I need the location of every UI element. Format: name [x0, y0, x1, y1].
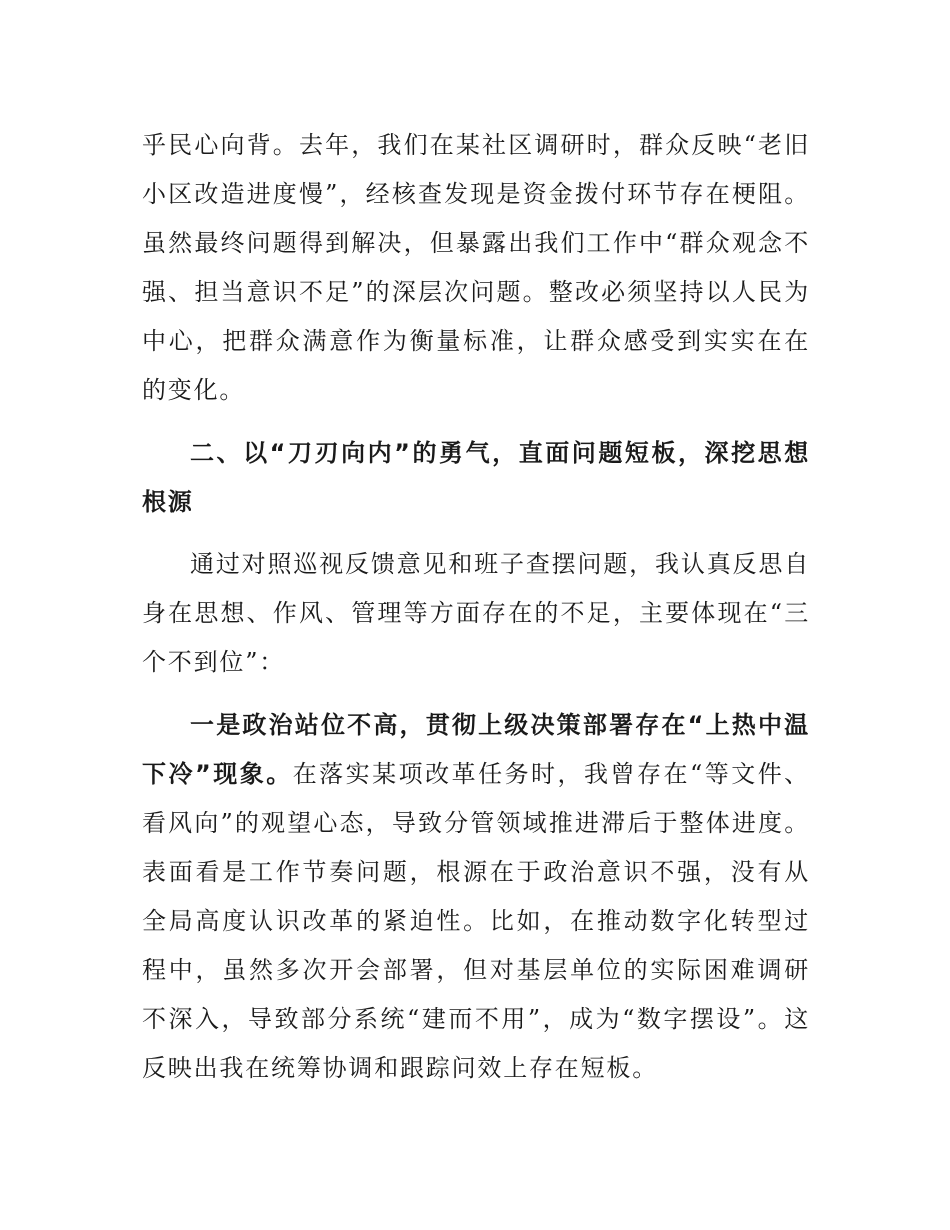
paragraph-point-one	[142, 701, 810, 1093]
paragraph-intro: 通过对照巡视反馈意见和班子查摆问题，我认真反思自身在思想、作风、管理等方面存在的不足，主要体现在“三个不到位”：	[142, 550, 810, 676]
point-one-lead: 一是政治站位不高，贯彻上级决策部署存在“上热中温下冷”现象。	[142, 711, 810, 788]
section-heading: 二、以“刀刃向内”的勇气，直面问题短板，深挖思想根源	[142, 439, 810, 516]
document-body	[142, 121, 810, 1093]
paragraph-continuation: 乎民心向背。去年，我们在某社区调研时，群众反映“老旧小区改造进度慢”，经核查发现是资金拨付环节存在梗阻。虽然最终问题得到解决，但暴露出我们工作中“群众观念不强、担当意识不足”的深层次问题。整改必须坚持以人民为中心，把群众满意作为衡量标准，让群众感受到实实在在的变化。	[142, 131, 810, 404]
point-one-body: 在落实某项改革任务时，我曾存在“等文件、看风向”的观望心态，导致分管领域推进滞后于整体进度。表面看是工作节奏问题，根源在于政治意识不强，没有从全局高度认识改革的紧迫性。比如，在推动数字化转型过程中，虽然多次开会部署，但对基层单位的实际困难调研不深入，导致部分系统“建而不用”，成为“数字摆设”。这反映出我在统筹协调和跟踪问效上存在短板。	[142, 760, 810, 1082]
